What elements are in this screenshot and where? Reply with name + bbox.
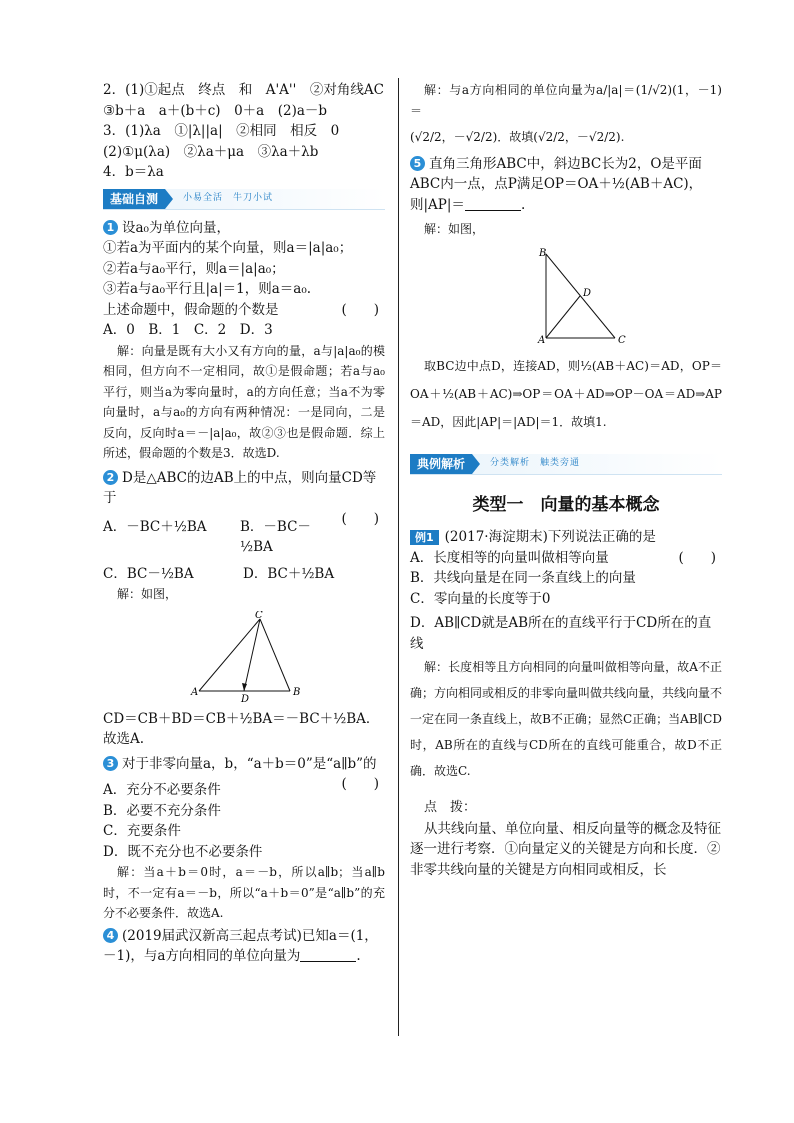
answer-blank[interactable] — [465, 196, 521, 211]
answer-paren: ( ) — [341, 776, 379, 792]
banner-subtitle: 小易全活 牛刀小试 — [183, 193, 274, 204]
section-banner-examples — [410, 454, 722, 475]
type-title: 类型一 向量的基本概念 — [472, 494, 660, 515]
q3-stem: 对于非零向量a，b，“a＋b＝0”是“a∥b”的 — [122, 755, 377, 772]
ex1-option: B．共线向量是在同一条直线上的向量 — [410, 570, 636, 586]
question-1 — [103, 218, 385, 464]
q1-line: 设a₀为单位向量， — [122, 219, 230, 236]
answer-line-2: ③b＋a a＋(b＋c) 0＋a (2)a－b — [103, 102, 328, 119]
ex1-option: A．长度相等的向量叫做相等向量 — [410, 549, 609, 566]
column-divider — [398, 78, 399, 1036]
median-ad — [546, 296, 580, 338]
arrowhead — [242, 683, 247, 691]
q2-conclusion: CD＝CB＋BD＝CB＋½BA＝－BC＋½BA．故选A. — [103, 710, 380, 747]
q5-tail: . — [520, 196, 526, 213]
q2-solution-intro: 解：如图， — [117, 587, 178, 601]
q1-line: ②若a与a₀平行，则a＝|a|a₀； — [103, 260, 285, 277]
question-number-badge: 5 — [410, 156, 425, 171]
question-2 — [103, 468, 385, 750]
label-d: D — [241, 693, 250, 703]
tip-text: 从共线向量、单位向量、相反向量等的概念及特征逐一进行考察．①向量定义的关键是方向和长度．②非零共线向量的关键是方向相同或相反，长 — [410, 820, 721, 878]
label-b: B — [293, 686, 301, 698]
answer-blank[interactable] — [300, 947, 356, 962]
q1-line: ①若a为平面内的某个向量，则a＝|a|a₀； — [103, 240, 353, 256]
q5-stem: 直角三角形ABC中，斜边BC长为2，O是平面ABC内一点，点P满足OP＝OA＋½(AB＋AC)，则|AP|＝ — [410, 155, 703, 213]
q1-options: A．0 B．1 C．2 D．3 — [103, 322, 273, 338]
answer-paren: ( ) — [341, 510, 379, 527]
answer-paren: ( ) — [341, 301, 379, 318]
question-number-badge: 4 — [103, 928, 118, 943]
banner-subtitle: 分类解析 触类旁通 — [490, 458, 581, 469]
label-b: B — [539, 247, 547, 259]
label-a: A — [538, 334, 546, 346]
q3-solution: 解：当a＋b＝0时，a＝－b，所以a∥b；当a∥b时，不一定有a＝－b，所以“a＋b＝0”是“a∥b”的充分不必要条件．故选A. — [103, 865, 385, 920]
q2-option-d: D．BC＋½BA — [243, 565, 335, 582]
left-column — [103, 80, 385, 967]
ex1-option: C．零向量的长度等于0 — [410, 590, 551, 607]
question-number-badge: 1 — [103, 220, 118, 235]
triangle-figure-q5 — [410, 246, 722, 346]
question-number-badge: 3 — [103, 756, 118, 771]
triangle-figure-q2 — [103, 611, 385, 703]
q3-option: C．充要条件 — [103, 823, 181, 839]
question-3 — [103, 754, 385, 924]
section-banner-basic — [103, 189, 385, 210]
tip-title: 点 拨： — [424, 800, 477, 815]
ex1-stem: (2017·海淀期末)下列说法正确的是 — [444, 529, 656, 545]
q4-tail: . — [356, 948, 361, 964]
question-4 — [103, 926, 385, 967]
answer-line-5: 4．b＝λa — [103, 164, 164, 180]
label-c: C — [255, 610, 263, 621]
q1-solution: 解：向量是既有大小又有方向的量，a与|a|a₀的模相同，但方向不一定相同，故①是假命题；若a与a₀平行，则当a为零向量时，a的方向任意；当a不为零向量时，a与a₀的方向有两种情况：一是同向，二是反向，反向时a＝－|a|a₀，故②③也是假命题．综上所述，假命题的个数是3．故选D. — [103, 343, 385, 460]
q4-solution-line-2: (√2/2，－√2/2)．故填(√2/2，－√2/2). — [410, 130, 625, 144]
ex1-option: D．AB∥CD就是AB所在的直线平行于CD所在的直线 — [410, 615, 712, 652]
q4-solution-line-1: 解：与a方向相同的单位向量为a/|a|＝(1/√2)(1，－1)＝ — [410, 83, 722, 118]
q2-option-b: B．－BC－½BA — [240, 518, 311, 555]
q3-option: A．充分不必要条件 — [103, 782, 221, 798]
example-tag: 例1 — [410, 530, 439, 545]
q5-solution: 取BC边中点D，连接AD，则½(AB＋AC)＝AD，OP＝OA＋½(AB＋AC)⇒OP＝OA＋AD⇒OP－OA＝AD⇒AP＝AD，因此|AP|＝|AD|＝1．故填1. — [410, 358, 722, 429]
example-1 — [410, 527, 722, 784]
q1-line: ③若a与a₀平行且|a|＝1，则a＝a₀. — [103, 281, 312, 297]
q4-stem: (2019届武汉新高三起点考试)已知a＝(1，－1)，与a方向相同的单位向量为 — [103, 927, 378, 964]
ex1-solution: 解：长度相等且方向相同的向量叫做相等向量，故A不正确；方向相同或相反的非零向量叫做共线向量，共线向量不一定在同一条直线上，故B不正确；显然C正确；当AB∥CD时，AB所在的直线与CD所在的直线可能重合，故D不正确．故选C. — [410, 660, 723, 778]
answer-paren: ( ) — [678, 549, 716, 566]
label-c: C — [618, 334, 626, 346]
q1-line: 上述命题中，假命题的个数是 — [103, 301, 279, 318]
q3-option: D．既不充分也不必要条件 — [103, 843, 263, 860]
edge-cb — [260, 619, 290, 691]
median-cd — [244, 619, 260, 691]
question-number-badge: 2 — [103, 470, 118, 485]
q3-option: B．必要不充分条件 — [103, 802, 221, 819]
banner-tag: 基础自测 — [103, 189, 165, 209]
label-a: A — [191, 686, 199, 698]
label-d: D — [583, 287, 592, 299]
q2-stem: D是△ABC的边AB上的中点，则向量CD等于 — [103, 469, 377, 506]
edge-ca — [199, 619, 260, 691]
answer-line-3: 3．(1)λa ①|λ||a| ②相同 相反 0 — [103, 123, 340, 139]
answer-line-1: 2．(1)①起点 终点 和 A'A'' ②对角线AC — [103, 82, 384, 98]
q2-option-a: A．－BC＋½BA — [103, 518, 207, 535]
q5-solution-intro: 解：如图， — [424, 222, 485, 236]
banner-tag: 典例解析 — [410, 454, 472, 474]
q2-option-c: C．BC－½BA — [103, 565, 194, 582]
answer-line-4: (2)①μ(λa) ②λa＋μa ③λa＋λb — [103, 143, 319, 160]
right-column — [410, 80, 722, 880]
question-5 — [410, 154, 722, 436]
